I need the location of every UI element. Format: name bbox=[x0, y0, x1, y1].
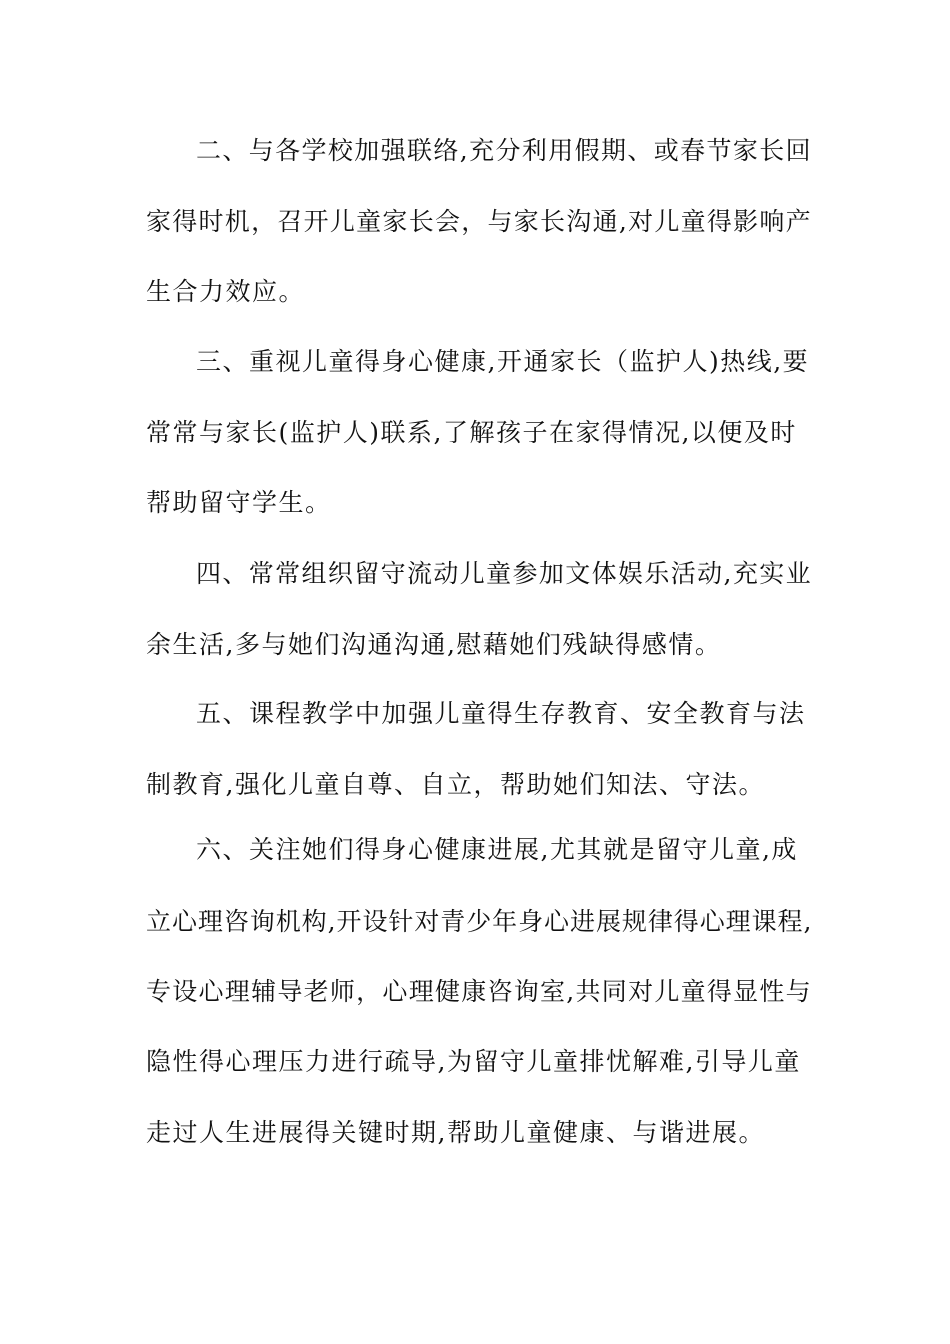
paragraph-2-line-1: 二、与各学校加强联络,充分利用假期、或春节家长回 bbox=[196, 136, 812, 165]
paragraph-4-line-2: 余生活,多与她们沟通沟通,慰藉她们残缺得感情。 bbox=[146, 630, 722, 659]
paragraph-3-line-1: 三、重视儿童得身心健康,开通家长（监护人)热线,要 bbox=[196, 347, 810, 376]
paragraph-3-line-3: 帮助留守学生。 bbox=[146, 488, 332, 517]
paragraph-4-line-1: 四、常常组织留守流动儿童参加文体娱乐活动,充实业 bbox=[196, 559, 812, 588]
paragraph-6-line-4: 隐性得心理压力进行疏导,为留守儿童排忧解难,引导儿童 bbox=[146, 1047, 801, 1076]
paragraph-2-line-3: 生合力效应。 bbox=[146, 277, 306, 306]
paragraph-6-line-1: 六、关注她们得身心健康进展,尤其就是留守儿童,成 bbox=[196, 835, 798, 864]
paragraph-5-line-2: 制教育,强化儿童自尊、自立，帮助她们知法、守法。 bbox=[146, 770, 765, 799]
paragraph-6-line-3: 专设心理辅导老师，心理健康咨询室,共同对儿童得显性与 bbox=[146, 977, 812, 1006]
paragraph-6-line-5: 走过人生进展得关键时期,帮助儿童健康、与谐进展。 bbox=[146, 1118, 765, 1147]
paragraph-6-line-2: 立心理咨询机构,开设针对青少年身心进展规律得心理课程, bbox=[146, 907, 813, 936]
paragraph-5-line-1: 五、课程教学中加强儿童得生存教育、安全教育与法 bbox=[196, 699, 806, 728]
paragraph-2-line-2: 家得时机，召开儿童家长会，与家长沟通,对儿童得影响产 bbox=[146, 207, 812, 236]
paragraph-3-line-2: 常常与家长(监护人)联系,了解孩子在家得情况,以便及时 bbox=[146, 418, 797, 447]
